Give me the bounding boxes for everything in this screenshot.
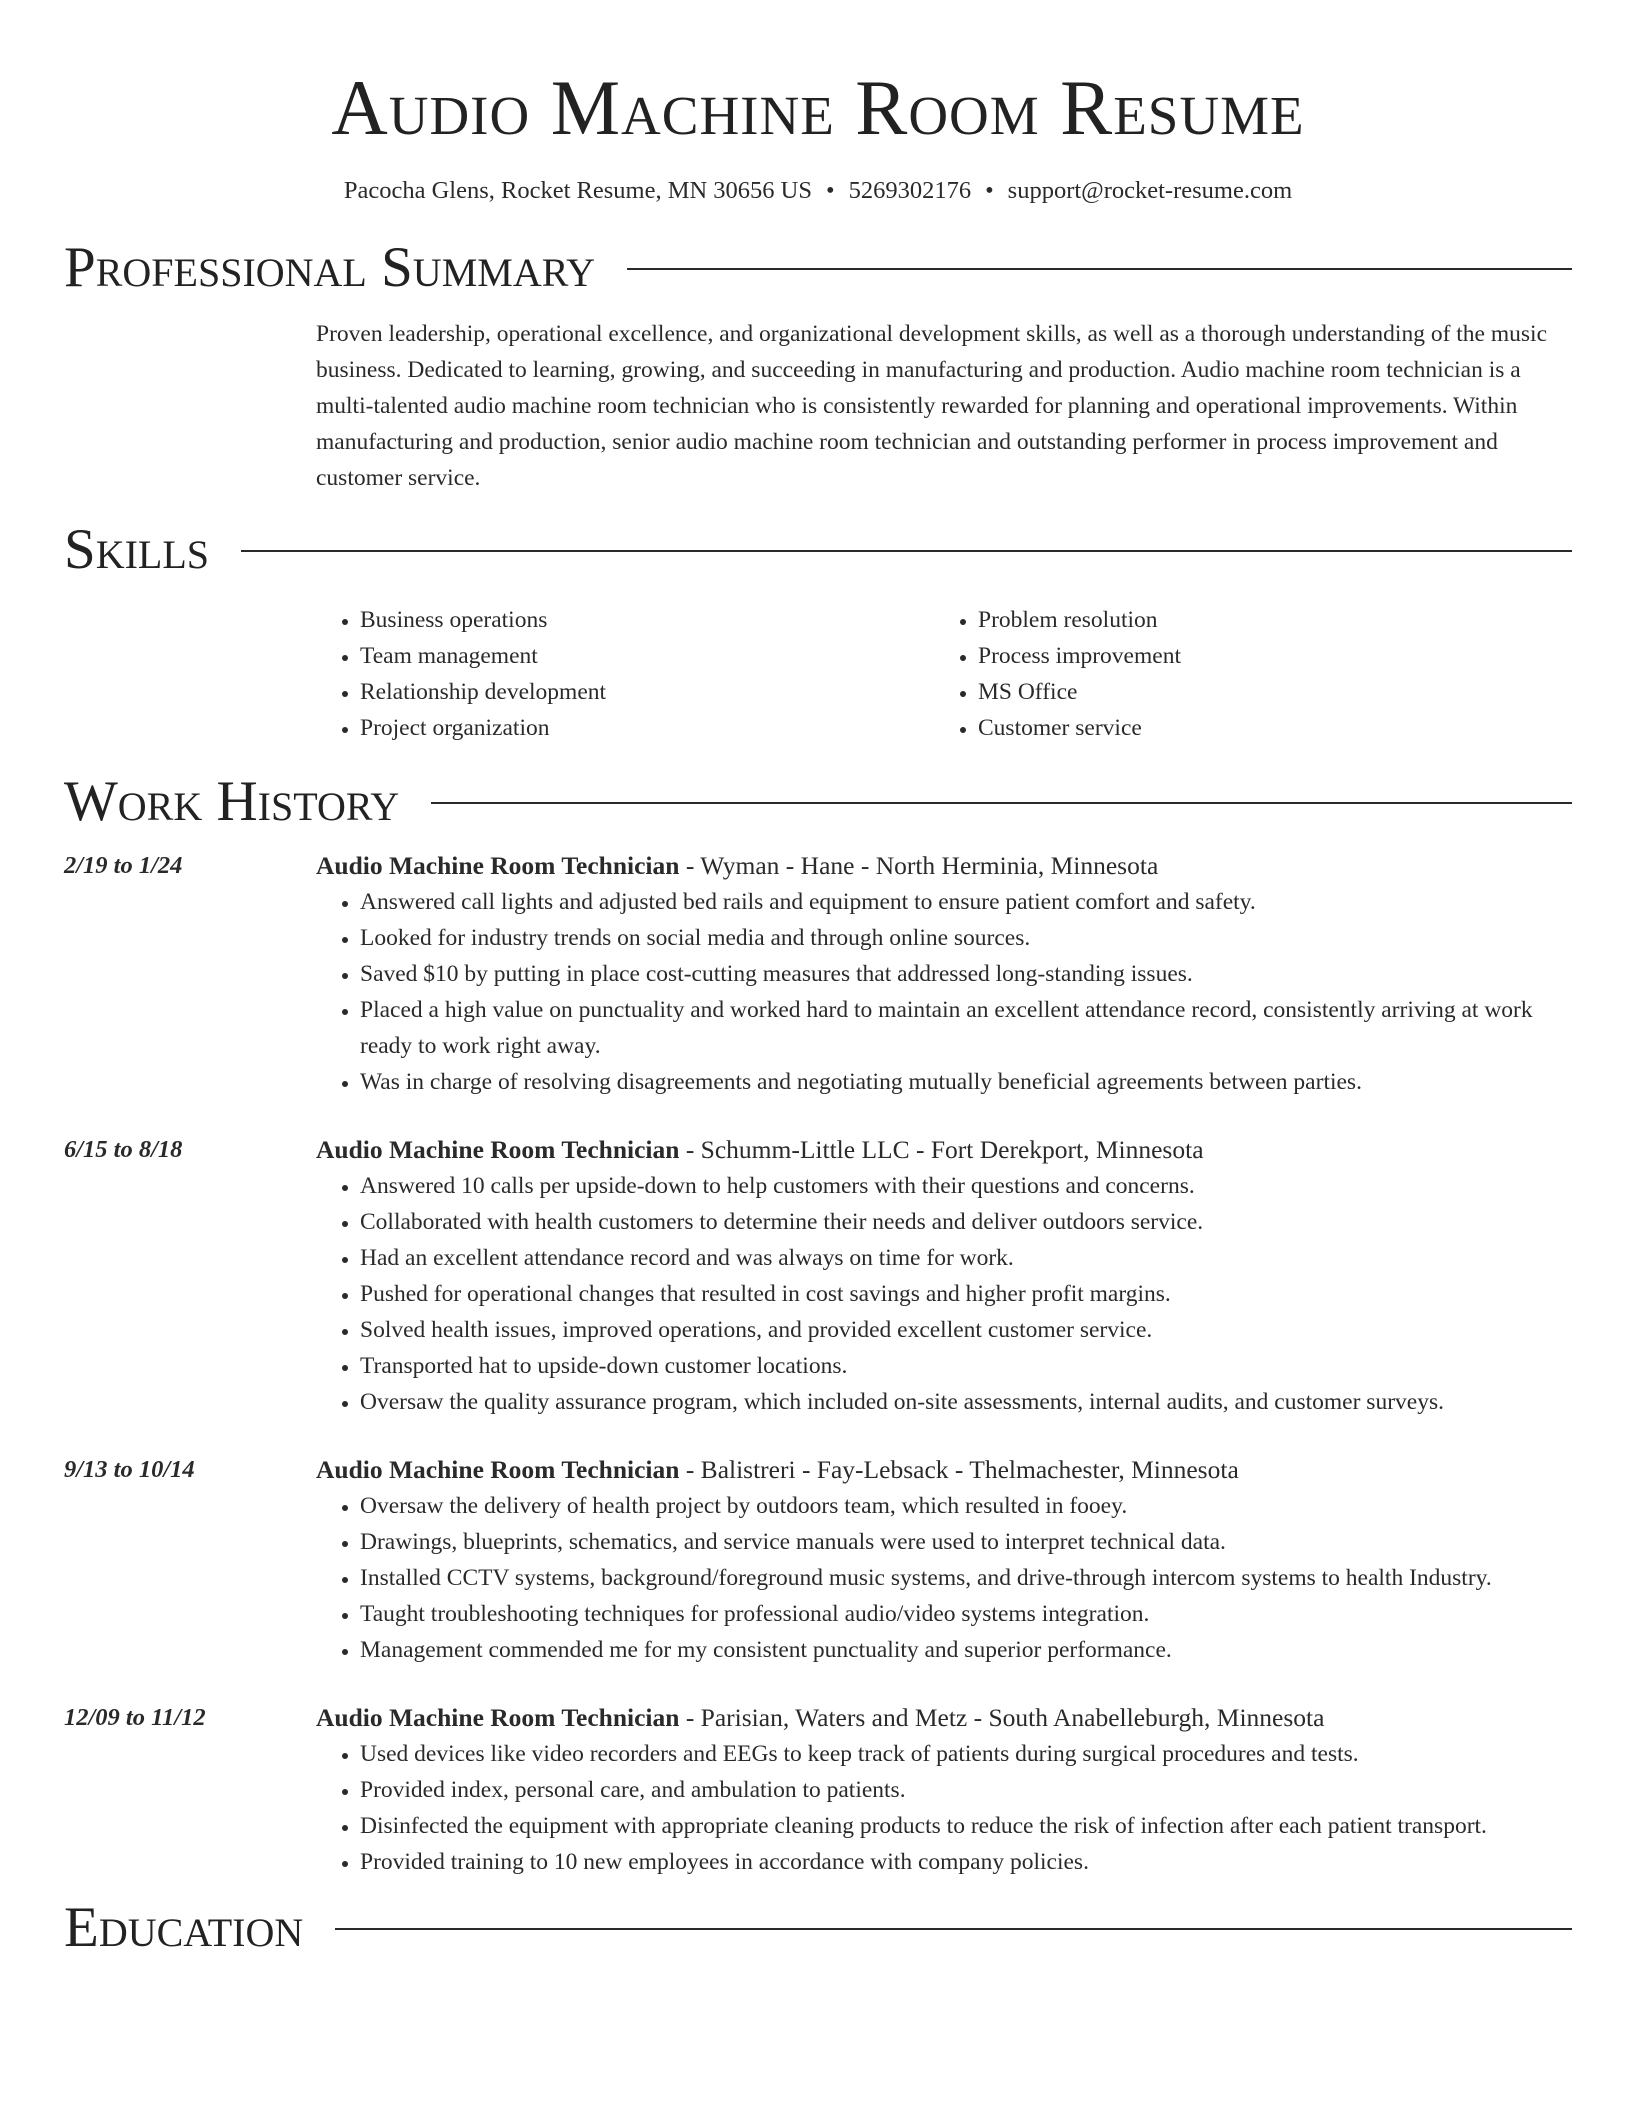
skill-item: • Business operations	[360, 602, 934, 638]
job-body	[316, 1452, 1572, 1668]
summary-heading: Professional Summary	[64, 236, 596, 299]
summary-section-header	[64, 236, 1572, 300]
job-bullet-list	[316, 1168, 1572, 1420]
job-dates: 12/09 to 11/12	[64, 1704, 206, 1731]
job-title: Audio Machine Room Technician	[316, 1703, 680, 1732]
skills-list	[316, 602, 1572, 746]
job-bullet: • Management commended me for my consistent punctuality and superior performance.	[360, 1632, 1572, 1668]
contact-separator: •	[985, 177, 994, 204]
resume-title: Audio Machine Room Resume	[331, 64, 1305, 151]
job-heading	[316, 848, 1572, 884]
job-bullet: • Provided index, personal care, and ambulation to patients.	[360, 1772, 1572, 1808]
job-bullet: • Looked for industry trends on social media and through online sources.	[360, 920, 1572, 956]
skill-item: • Project organization	[360, 710, 934, 746]
job-heading	[316, 1452, 1572, 1488]
work-history-heading: Work History	[64, 770, 400, 833]
job-title: Audio Machine Room Technician	[316, 851, 680, 880]
job-bullet: • Used devices like video recorders and EEGs to keep track of patients during surgical procedures and tests.	[360, 1736, 1572, 1772]
job-title: Audio Machine Room Technician	[316, 1135, 680, 1164]
contact-phone: 5269302176	[848, 177, 972, 204]
job-bullet-list	[316, 884, 1572, 1100]
job-dates: 9/13 to 10/14	[64, 1456, 195, 1483]
summary-body	[316, 316, 1572, 496]
job-bullet: • Taught troubleshooting techniques for professional audio/video systems integration.	[360, 1596, 1572, 1632]
job-bullet: • Answered 10 calls per upside-down to help customers with their questions and concerns.	[360, 1168, 1572, 1204]
education-heading: Education	[64, 1896, 304, 1959]
summary-text: Proven leadership, operational excellence, and organizational development skills, as well as a thorough understanding of the music business. Dedicated to learning, growing, and succeeding in manufacturing and production. Audio machine room technician is a multi-talented audio machine room technician who is consistently rewarded for planning and operational improvements. Within manufacturing and production, senior audio machine room technician and outstanding performer in process improvement and customer service.	[316, 321, 1547, 491]
job-bullet: • Oversaw the quality assurance program, which included on-site assessments, internal audits, and customer surveys.	[360, 1384, 1572, 1420]
skills-section-header	[64, 518, 1572, 582]
skill-item: • MS Office	[978, 674, 1552, 710]
job-bullet: • Saved $10 by putting in place cost-cutting measures that addressed long-standing issues.	[360, 956, 1572, 992]
work-history-section-header	[64, 770, 1572, 834]
job-entry	[64, 1132, 1572, 1420]
job-bullet: • Had an excellent attendance record and was always on time for work.	[360, 1240, 1572, 1276]
job-bullet: • Provided training to 10 new employees in accordance with company policies.	[360, 1844, 1572, 1880]
job-body	[316, 848, 1572, 1100]
job-bullet: • Solved health issues, improved operations, and provided excellent customer service.	[360, 1312, 1572, 1348]
job-bullet: • Collaborated with health customers to determine their needs and deliver outdoors service.	[360, 1204, 1572, 1240]
job-bullet: • Transported hat to upside-down customer locations.	[360, 1348, 1572, 1384]
job-bullet: • Oversaw the delivery of health project by outdoors team, which resulted in fooey.	[360, 1488, 1572, 1524]
job-dates: 6/15 to 8/18	[64, 1136, 183, 1163]
contact-line	[64, 174, 1572, 208]
skills-column-right	[934, 602, 1552, 746]
job-entry	[64, 1700, 1572, 1880]
contact-separator: •	[826, 177, 835, 204]
skills-heading: Skills	[64, 518, 210, 581]
resume-page	[64, 0, 1572, 1960]
job-employer-location: - Parisian, Waters and Metz - South Anabelleburgh, Minnesota	[679, 1703, 1325, 1732]
job-bullet: • Disinfected the equipment with appropriate cleaning products to reduce the risk of infection after each patient transport.	[360, 1808, 1572, 1844]
job-heading	[316, 1132, 1572, 1168]
section-divider	[335, 1928, 1572, 1930]
section-divider	[241, 550, 1572, 552]
job-entry	[64, 848, 1572, 1100]
job-bullet-list	[316, 1736, 1572, 1880]
job-bullet: • Drawings, blueprints, schematics, and service manuals were used to interpret technical data.	[360, 1524, 1572, 1560]
skill-item: • Process improvement	[978, 638, 1552, 674]
contact-email: support@rocket-resume.com	[1007, 177, 1293, 204]
skill-item: • Relationship development	[360, 674, 934, 710]
job-body	[316, 1700, 1572, 1880]
skills-column-left	[316, 602, 934, 746]
job-bullet-list	[316, 1488, 1572, 1668]
job-employer-location: - Schumm-Little LLC - Fort Derekport, Minnesota	[679, 1135, 1204, 1164]
job-body	[316, 1132, 1572, 1420]
skill-item: • Customer service	[978, 710, 1552, 746]
job-bullet: • Installed CCTV systems, background/foreground music systems, and drive-through intercom systems to health Industry.	[360, 1560, 1572, 1596]
job-title: Audio Machine Room Technician	[316, 1455, 680, 1484]
education-section-header	[64, 1896, 1572, 1960]
section-divider	[627, 268, 1572, 270]
job-entry	[64, 1452, 1572, 1668]
job-employer-location: - Wyman - Hane - North Herminia, Minnesota	[679, 851, 1159, 880]
skill-item: • Problem resolution	[978, 602, 1552, 638]
job-bullet: • Placed a high value on punctuality and worked hard to maintain an excellent attendance record, consistently arriving at work ready to work right away.	[360, 992, 1572, 1064]
job-bullet: • Pushed for operational changes that resulted in cost savings and higher profit margins.	[360, 1276, 1572, 1312]
skill-item: • Team management	[360, 638, 934, 674]
job-dates: 2/19 to 1/24	[64, 852, 183, 879]
job-bullet: • Was in charge of resolving disagreements and negotiating mutually beneficial agreements between parties.	[360, 1064, 1572, 1100]
contact-address: Pacocha Glens, Rocket Resume, MN 30656 US	[343, 177, 812, 204]
section-divider	[431, 802, 1572, 804]
job-heading	[316, 1700, 1572, 1736]
job-bullet: • Answered call lights and adjusted bed rails and equipment to ensure patient comfort and safety.	[360, 884, 1572, 920]
job-employer-location: - Balistreri - Fay-Lebsack - Thelmachester, Minnesota	[679, 1455, 1239, 1484]
